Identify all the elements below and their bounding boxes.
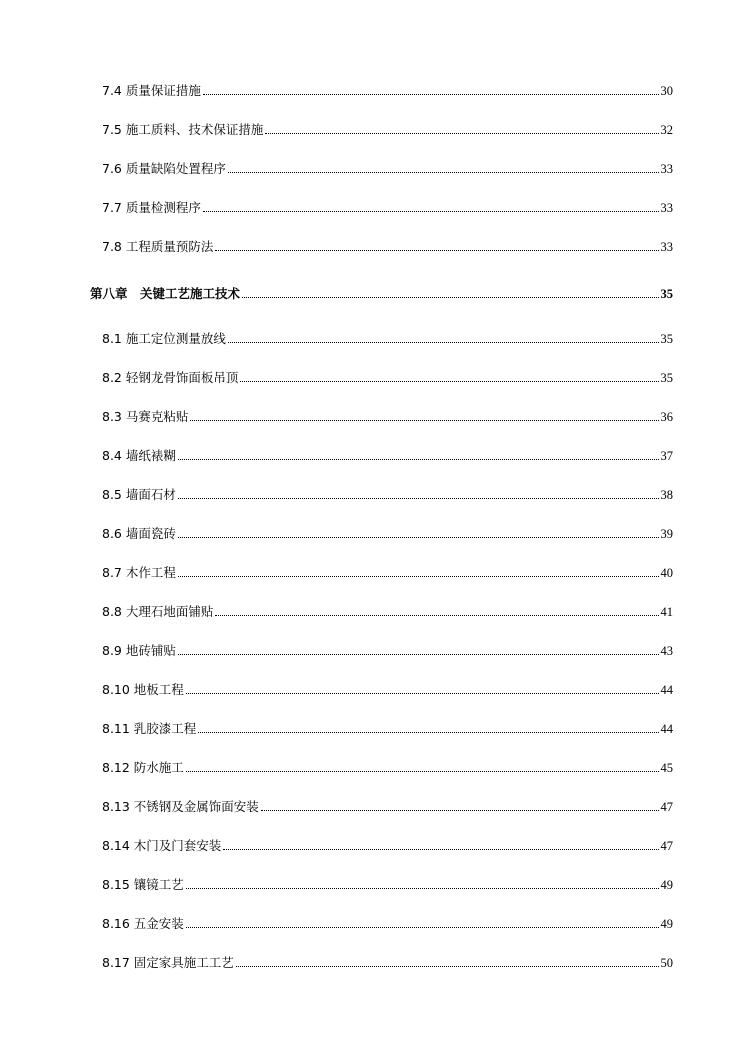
dot-leader [186,888,659,889]
dot-leader [186,927,659,928]
toc-entry[interactable] [102,836,673,856]
dot-leader [198,732,658,733]
dot-leader [186,693,659,694]
toc-entry[interactable] [102,81,673,101]
toc-entry-label: 8.14 木门及门套安装 [102,838,222,853]
dot-leader [178,459,659,460]
toc-entry-page: 35 [660,371,673,385]
toc-entry-page: 45 [660,761,673,775]
toc-entry-label: 8.1 施工定位测量放线 [102,331,226,346]
dot-leader [178,654,659,655]
dot-leader [228,342,659,343]
toc-entry-label: 8.16 五金安装 [102,916,184,931]
toc-entry[interactable] [102,407,673,427]
dot-leader [265,133,658,134]
toc-entry-label: 8.4 墙纸裱糊 [102,448,176,463]
toc-entry[interactable] [102,680,673,700]
dot-leader [178,537,659,538]
toc-entry[interactable] [102,120,673,140]
toc-entry-label: 7.4 质量保证措施 [102,83,201,98]
toc-entry-label: 8.7 木作工程 [102,565,176,580]
dot-leader [228,172,659,173]
dot-leader [236,966,659,967]
toc-entry[interactable] [102,719,673,739]
toc-entry[interactable] [102,641,673,661]
toc-entry[interactable] [102,953,673,973]
toc-entry-label: 8.9 地砖铺贴 [102,643,176,658]
toc-entry-label: 8.13 不锈钢及金属饰面安装 [102,799,259,814]
dot-leader [186,771,659,772]
toc-entry-page: 39 [660,527,673,541]
toc-entry-page: 44 [660,722,673,736]
toc-entry-label: 8.12 防水施工 [102,760,184,775]
toc-entry[interactable] [102,875,673,895]
toc-entry[interactable] [102,563,673,583]
toc-entry-page: 43 [660,644,673,658]
toc-entry-label: 7.8 工程质量预防法 [102,239,214,254]
dot-leader [178,576,659,577]
toc-entry[interactable] [102,758,673,778]
toc-entry[interactable] [102,159,673,179]
toc-entry-page: 33 [660,162,673,176]
toc-entry-label: 8.11 乳胶漆工程 [102,721,197,736]
toc-entry-page: 30 [660,84,673,98]
dot-leader [261,810,659,811]
toc-entry-page: 33 [660,240,673,254]
toc-entry[interactable] [102,446,673,466]
toc-entry[interactable] [102,797,673,817]
dot-leader [203,94,659,95]
toc-entry-label: 8.8 大理石地面铺贴 [102,604,214,619]
toc-entry-label: 8.6 墙面瓷砖 [102,526,176,541]
toc-entry-page: 33 [660,201,673,215]
toc-entry-page: 44 [660,683,673,697]
toc-entry[interactable] [102,914,673,934]
dot-leader [215,250,658,251]
toc-entry-page: 49 [660,878,673,892]
dot-leader [203,211,659,212]
toc-entry[interactable] [102,524,673,544]
toc-entry-page: 36 [660,410,673,424]
toc-chapter-label: 第八章 关键工艺施工技术 [90,286,241,301]
toc-entry-page: 49 [660,917,673,931]
toc-entry-label: 8.15 镶镜工艺 [102,877,184,892]
toc-entry-label: 7.7 质量检测程序 [102,200,201,215]
dot-leader [178,498,659,499]
toc-entry-page: 35 [660,332,673,346]
toc-entry[interactable] [102,237,673,257]
toc-entry-label: 7.6 质量缺陷处置程序 [102,161,226,176]
toc-entry-page: 41 [660,605,673,619]
toc-entry-label: 7.5 施工质料、技术保证措施 [102,122,264,137]
toc-chapter-entry[interactable] [90,284,673,304]
toc-entry-label: 8.5 墙面石材 [102,487,176,502]
toc-entry-page: 32 [660,123,673,137]
dot-leader [240,381,658,382]
toc-entry[interactable] [102,485,673,505]
toc-entry-page: 47 [660,800,673,814]
toc-entry-page: 40 [660,566,673,580]
toc-entry[interactable] [102,198,673,218]
dot-leader [242,297,658,298]
toc-entry-label: 8.10 地板工程 [102,682,184,697]
dot-leader [190,420,658,421]
toc-entry-page: 37 [660,449,673,463]
toc-chapter-page: 35 [660,287,673,301]
toc-entry[interactable] [102,329,673,349]
toc-entry-label: 8.3 马赛克粘贴 [102,409,189,424]
toc-entry[interactable] [102,602,673,622]
toc-entry-label: 8.17 固定家具施工工艺 [102,955,234,970]
toc-entry-page: 38 [660,488,673,502]
toc-entry-label: 8.2 轻钢龙骨饰面板吊顶 [102,370,239,385]
toc-entry-page: 47 [660,839,673,853]
toc-entry[interactable] [102,368,673,388]
dot-leader [223,849,658,850]
toc-entry-page: 50 [660,956,673,970]
dot-leader [215,615,658,616]
